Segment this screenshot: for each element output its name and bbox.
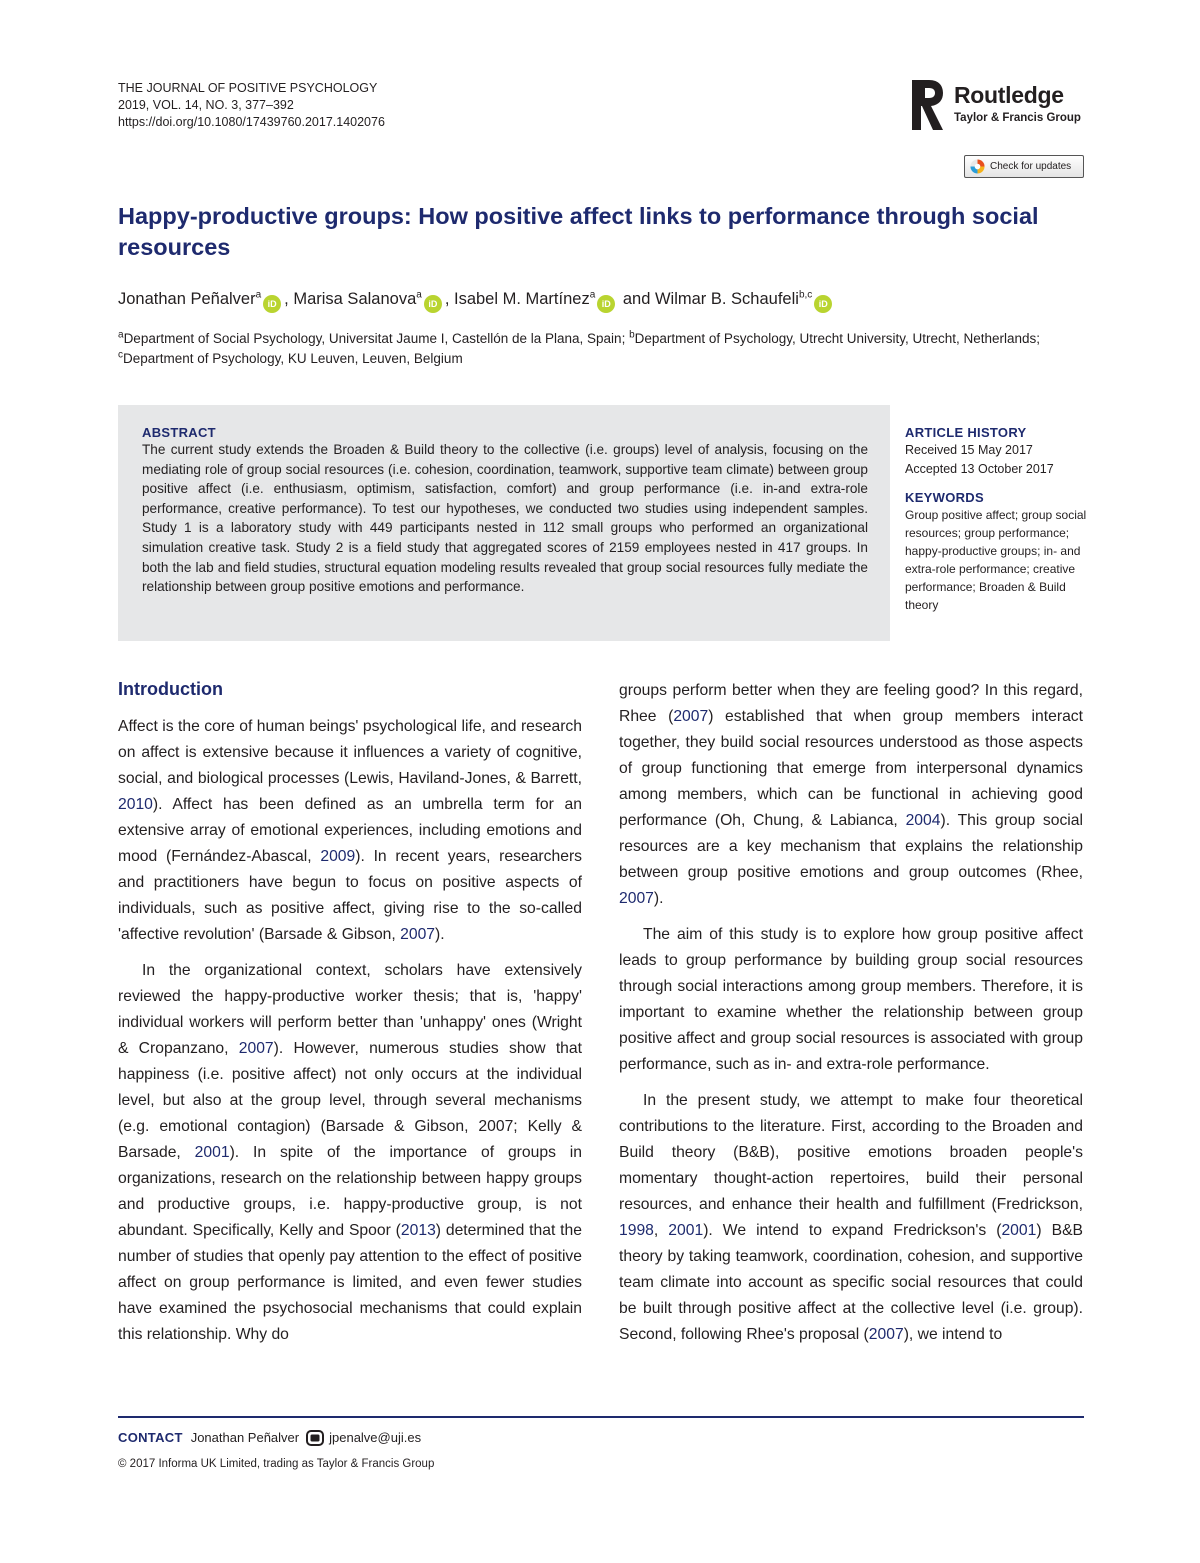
keywords-text: Group positive affect; group social resources; group performance; happy-productive groups; in- and extra-role performance; creative performance; Broaden & Build theory [905, 508, 1087, 612]
body-column-right [619, 678, 1083, 1348]
contact-email[interactable]: jpenalve@uji.es [329, 1430, 422, 1445]
citation-link[interactable]: 2007 [619, 890, 654, 907]
author-name: Isabel M. Martínez [453, 290, 590, 308]
body-text: groups perform better when they are feeling good? In this regard, Rhee ( [619, 682, 1083, 725]
article-info-sidebar [905, 425, 1090, 614]
affiliations [118, 329, 1086, 369]
article-history-heading: ARTICLE HISTORY [905, 425, 1027, 440]
abstract-box [118, 405, 890, 641]
affiliation-mark: b [629, 329, 635, 341]
journal-name: THE JOURNAL OF POSITIVE PSYCHOLOGY [118, 81, 378, 95]
citation-link[interactable]: 2007 [400, 926, 436, 943]
body-paragraph [619, 1088, 1083, 1348]
author-separator: and [618, 290, 655, 308]
body-text: ), we intend to [903, 1326, 1003, 1343]
body-paragraph [118, 714, 582, 948]
body-text: ). In recent years, researchers and practitioners have begun to focus on positive aspects of individuals, such as positive affect, giving rise to the so-called 'affective revolution' (Barsade & Gibson, [118, 848, 583, 943]
citation-link[interactable]: 2001 [668, 1222, 704, 1239]
article-title: Happy-productive groups: How positive affect links to performance through social resources [118, 203, 1039, 260]
publisher-subtitle: Taylor & Francis Group [954, 112, 1081, 124]
author-separator: , [444, 290, 454, 308]
citation-link[interactable]: 2007 [868, 1326, 904, 1343]
body-text: ). In spite of the importance of groups in organizations, research on the relationship between happy groups and productive groups, i.e. happy-productive group, is not abundant. Specifically, Kelly and Spoor ( [118, 1144, 582, 1239]
affiliation-mark: c [118, 349, 123, 361]
right-paragraphs [619, 678, 1083, 1348]
body-text: ). [435, 926, 445, 943]
left-paragraphs [118, 714, 582, 1348]
author-list [118, 288, 1088, 313]
affiliation-b: Department of Psychology, Utrecht University, Utrecht, Netherlands; [634, 331, 1041, 346]
body-text: ). We intend to expand Fredrickson's ( [703, 1222, 1002, 1239]
citation-link[interactable]: 1998 [619, 1222, 654, 1239]
body-text: ). This group social resources are a key mechanism that explains the relationship between group positive emotions and group outcomes (Rhee, [619, 812, 1083, 881]
body-paragraph [619, 922, 1083, 1078]
received-date: Received 15 May 2017 [905, 443, 1033, 457]
body-paragraph [619, 678, 1083, 912]
check-updates-icon [970, 159, 985, 174]
copyright: © 2017 Informa UK Limited, trading as Taylor & Francis Group [118, 1458, 435, 1470]
journal-doi[interactable]: https://doi.org/10.1080/17439760.2017.1402076 [118, 115, 385, 129]
citation-link[interactable]: 2009 [320, 848, 356, 865]
body-text: The aim of this study is to explore how group positive affect leads to group performance by building group social resources through social interactions among group members. Therefore, it is important to examine whether the relationship between group positive affect and group social resources is associated with group performance, such as in- and extra-role performance. [619, 926, 1083, 1073]
contact-name: Jonathan Peñalver [190, 1430, 300, 1445]
citation-link[interactable]: 2013 [400, 1222, 436, 1239]
body-text: , [653, 1222, 669, 1239]
publisher-logo [912, 80, 1087, 132]
citation-link[interactable]: 2007 [238, 1040, 274, 1057]
body-text: ). [653, 890, 664, 907]
author-separator: , [284, 290, 294, 308]
footer-rule [118, 1416, 1084, 1418]
introduction-heading: Introduction [118, 679, 223, 699]
contact-label: CONTACT [118, 1430, 183, 1445]
contact-line [118, 1429, 421, 1447]
journal-issue: 2019, VOL. 14, NO. 3, 377–392 [118, 98, 294, 112]
affiliation-mark: a [118, 329, 124, 341]
accepted-date: Accepted 13 October 2017 [905, 462, 1054, 476]
body-column-left [118, 678, 582, 1348]
affiliation-a: Department of Social Psychology, Universitat Jaume I, Castellón de la Plana, Spain; [123, 331, 630, 346]
routledge-logo-icon [912, 80, 944, 130]
author-name: Jonathan Peñalver [118, 290, 256, 308]
body-text: ). Affect has been defined as an umbrella term for an extensive array of emotional experiences, including emotions and mood (Fernández-Abascal, [118, 796, 582, 865]
orcid-icon[interactable]: iD [424, 295, 442, 313]
author-name: Marisa Salanova [293, 290, 417, 308]
body-text: ) established that when group members interact together, they build social resources understood as those aspects of group functioning that emerge from interpersonal dynamics among members, which can be functional in achieving good performance (Oh, Chung, & Labianca, [619, 708, 1083, 829]
keywords-heading: KEYWORDS [905, 490, 984, 505]
author-affiliation-mark: a [416, 289, 422, 301]
author-affiliation-mark: a [255, 289, 262, 301]
orcid-icon[interactable]: iD [597, 295, 615, 313]
abstract-text: The current study extends the Broaden & Build theory to the collective (i.e. groups) level of analysis, focusing on the mediating role of group social resources (i.e. cohesion, coordination, teamwork, supportive team climate) between group positive affect (i.e. enthusiasm, optimism, satisfaction, comfort) and group performance (i.e. in-and extra-role performance, creative performance). To test our hypotheses, we conducted two studies using independent samples. Study 1 is a laboratory study with 449 participants nested in 112 small groups who performed an organizational simulation creative task. Study 2 is a field study that aggregated scores of 2159 employees nested in 417 groups. In both the lab and field studies, structural equation modeling results revealed that group social resources fully mediate the relationship between group positive emotions and performance. [142, 442, 868, 595]
citation-link[interactable]: 2001 [194, 1144, 230, 1161]
check-updates-button[interactable] [964, 155, 1084, 178]
citation-link[interactable]: 2010 [118, 796, 153, 813]
citation-link[interactable]: 2004 [905, 812, 941, 829]
body-text: In the present study, we attempt to make four theoretical contributions to the literature. First, according to the Broaden and Build theory (B&B), positive emotions broaden people's momentary thought-action repertoires, build their personal resources, and enhance their health and fulfillment (Fredrickson, [619, 1092, 1083, 1213]
author-affiliation-mark: b,c [798, 289, 813, 301]
publisher-name: Routledge [954, 82, 1064, 108]
body-text: ). However, numerous studies show that happiness (i.e. positive affect) not only occurs at the individual level, but also at the group level, through several mechanisms (e.g. emotional contagion) (Barsade & Gibson, 2007; Kelly & Barsade, [118, 1040, 582, 1161]
citation-link[interactable]: 2001 [1001, 1222, 1037, 1239]
orcid-icon[interactable]: iD [814, 295, 832, 313]
body-paragraph [118, 958, 582, 1348]
citation-link[interactable]: 2007 [673, 708, 709, 725]
author-name: Wilmar B. Schaufeli [654, 290, 799, 308]
journal-meta [118, 80, 385, 131]
body-text: In the organizational context, scholars have extensively reviewed the happy-productive worker thesis; that is, 'happy' individual workers will perform better than 'unhappy' ones (Wright & Cropanzano, [118, 962, 582, 1057]
abstract-heading: ABSTRACT [142, 425, 216, 440]
body-text: ) determined that the number of studies that openly pay attention to the effect of positive affect on group performance is limited, and even fewer studies have examined the psychosocial mechanisms that could explain this relationship. Why do [118, 1222, 582, 1343]
email-icon [306, 1430, 324, 1446]
body-text: ) B&B theory by taking teamwork, coordination, cohesion, and supportive team climate into account as specific social resources that could be built through positive affect at the collective level (i.e. group). Second, following Rhee's proposal ( [619, 1222, 1083, 1343]
check-updates-label: Check for updates [990, 161, 1072, 172]
orcid-icon[interactable]: iD [263, 295, 281, 313]
author-affiliation-mark: a [589, 289, 596, 301]
body-text: Affect is the core of human beings' psychological life, and research on affect is extensive because it influences a variety of cognitive, social, and biological processes (Lewis, Haviland-Jones, & Barrett, [118, 718, 582, 787]
affiliation-c: Department of Psychology, KU Leuven, Leuven, Belgium [123, 351, 463, 366]
